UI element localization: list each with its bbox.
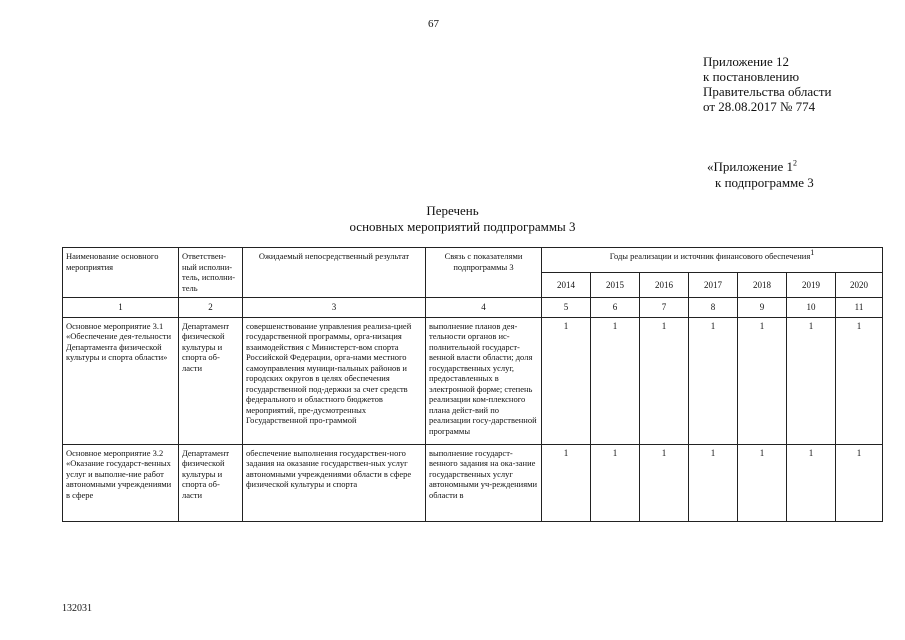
year-value: 1 [591, 317, 640, 444]
column-number: 11 [836, 298, 883, 318]
appendix-line: от 28.08.2017 № 774 [703, 99, 816, 114]
appendix-header [703, 54, 832, 114]
year-cell: 2020 [836, 273, 883, 298]
sub-appendix-header [707, 159, 814, 191]
appendix-line: Приложение 12 [703, 54, 790, 69]
year-value: 1 [542, 444, 591, 521]
year-value: 1 [591, 444, 640, 521]
column-number: 6 [591, 298, 640, 318]
year-value: 1 [738, 444, 787, 521]
table-header-row [63, 248, 883, 273]
activities-table [62, 247, 883, 522]
year-value: 1 [836, 317, 883, 444]
activity-result: обеспечение выполнения государствен-ного задания на оказание государствен-ных услуг автономными учреждениями области в сфере физической культуры и спорта [243, 444, 426, 521]
column-number: 3 [243, 298, 426, 318]
year-cell: 2016 [640, 273, 689, 298]
table-row [63, 444, 883, 521]
column-number: 1 [63, 298, 179, 318]
year-value: 1 [640, 317, 689, 444]
activity-result: совершенствование управления реализа-цией государственной программы, орга-низация взаимодействия с Министерст-вом спорта Российской Федерации, орга-нами местного самоуправления муници-пальных районов и городских округов в целях обеспечения государственной под-держки за счет средств федерального и областного бюджетов мероприятий, пре-дусмотренных Государственной про-граммой [243, 317, 426, 444]
header-cell: Наименование основного мероприятия [63, 248, 179, 298]
title-line: основных мероприятий подпрограммы 3 [349, 219, 576, 234]
year-value: 1 [787, 444, 836, 521]
year-value: 1 [836, 444, 883, 521]
year-value: 1 [738, 317, 787, 444]
activity-executor: Департамент физической культуры и спорта об-ласти [179, 317, 243, 444]
column-number: 7 [640, 298, 689, 318]
year-value: 1 [689, 444, 738, 521]
year-value: 1 [640, 444, 689, 521]
sub-appendix-line: к подпрограмме 3 [715, 175, 814, 190]
year-cell: 2015 [591, 273, 640, 298]
year-cell: 2019 [787, 273, 836, 298]
year-value: 1 [689, 317, 738, 444]
column-number: 8 [689, 298, 738, 318]
year-cell: 2017 [689, 273, 738, 298]
column-number-row [63, 298, 883, 318]
header-cell: Ответствен-ный исполни-тель, исполни-тель [179, 248, 243, 298]
year-cell: 2014 [542, 273, 591, 298]
sub-appendix-superscript: 2 [793, 158, 798, 168]
year-cell: 2018 [738, 273, 787, 298]
appendix-line: Правительства области [703, 84, 832, 99]
column-number: 2 [179, 298, 243, 318]
year-value: 1 [542, 317, 591, 444]
sub-appendix-line: «Приложение 1 [707, 159, 794, 174]
table-row [63, 317, 883, 444]
page-number: 67 [428, 18, 439, 30]
activity-name: Основное мероприятие 3.1 «Обеспечение дея-тельности Департамента физической культуры и спорта области» [63, 317, 179, 444]
column-number: 5 [542, 298, 591, 318]
column-number: 9 [738, 298, 787, 318]
appendix-line: к постановлению [703, 69, 800, 84]
header-cell-years [542, 248, 883, 273]
years-group-superscript: 1 [810, 248, 815, 258]
years-group-label: Годы реализации и источник финансового обеспечения [609, 251, 811, 261]
column-number: 10 [787, 298, 836, 318]
activity-name: Основное мероприятие 3.2 «Оказание государст-венных услуг и выполне-ние работ автономными учреждениями в сфере [63, 444, 179, 521]
activity-indicators: выполнение планов дея-тельности органов ис-полнительной государст-венной власти области; доля государственных услуг, предоставленных в электронной форме; степень реализации ком-плексного плана дейст-вий по реализации госу-дарственной программы [426, 317, 542, 444]
footer-code: 132031 [62, 603, 92, 614]
document-title [0, 203, 905, 235]
column-number: 4 [426, 298, 542, 318]
year-value: 1 [787, 317, 836, 444]
header-cell: Связь с показателями подпрограммы 3 [426, 248, 542, 298]
activity-indicators: выполнение государст-венного задания на ока-зание государственных услуг автономными уч-реждениями области в [426, 444, 542, 521]
header-cell: Ожидаемый непосредственный результат [243, 248, 426, 298]
title-line: Перечень [426, 203, 479, 218]
activity-executor: Департамент физической культуры и спорта об-ласти [179, 444, 243, 521]
